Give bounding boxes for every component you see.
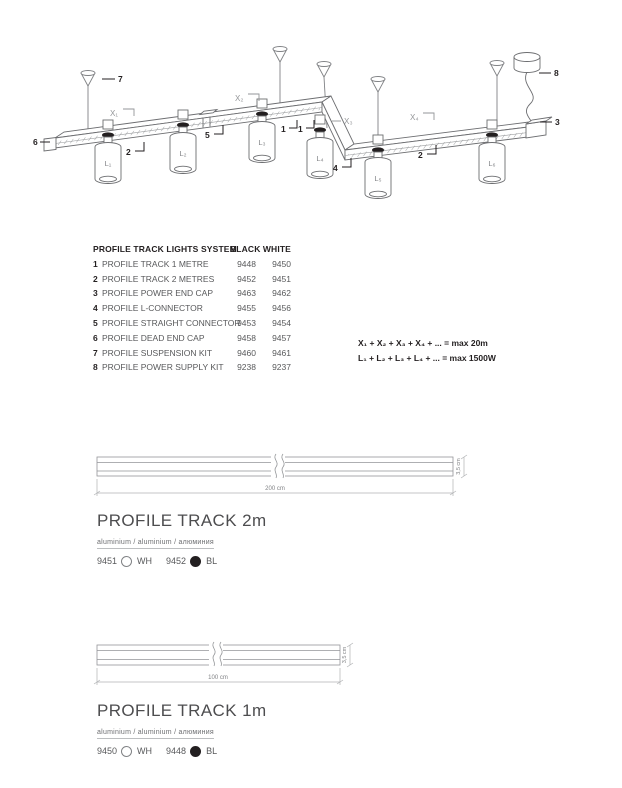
code-white: 9451 — [272, 273, 291, 284]
product-table — [93, 242, 293, 375]
suspension-kit-icon — [273, 47, 287, 109]
code-white: 9456 — [272, 303, 291, 314]
callout-6: 6 — [33, 137, 38, 147]
table-row — [93, 301, 293, 316]
track-2m-drawing — [0, 445, 622, 520]
segment-label: X₁ — [110, 109, 119, 118]
table-row — [93, 346, 293, 361]
product-name: PROFILE STRAIGHT CONNECTOR — [102, 317, 241, 328]
segment-label: X₃ — [344, 117, 353, 126]
code-black: 9455 — [237, 303, 256, 314]
column-header-black: BLACK — [230, 244, 261, 254]
section-title: PROFILE TRACK 2m — [97, 511, 267, 530]
lamp-label: L₅ — [374, 174, 382, 183]
row-number: 1 — [93, 258, 98, 269]
suspension-kit-icon — [490, 61, 504, 130]
materials-line: aluminium / aluminium / алюминия — [97, 729, 214, 739]
callout-1: 1 — [298, 124, 303, 134]
code-black: 9452 — [166, 556, 187, 567]
callout-1: 1 — [281, 124, 286, 134]
column-header-white: WHITE — [262, 244, 291, 254]
track-system-diagram — [0, 0, 622, 240]
segment-label: X₄ — [410, 113, 419, 122]
table-row — [93, 257, 293, 272]
lamp-label: L₂ — [179, 149, 187, 158]
length-dimension: 200 cm — [265, 486, 285, 492]
code-black: 9238 — [237, 362, 256, 373]
white-variant-label: WH — [137, 556, 153, 567]
callout-8: 8 — [554, 68, 559, 78]
product-name: PROFILE TRACK 2 METRES — [102, 273, 215, 284]
table-row — [93, 331, 293, 346]
code-black: 9452 — [237, 273, 256, 284]
code-white: 9450 — [272, 258, 291, 269]
code-row — [97, 746, 397, 757]
row-number: 5 — [93, 317, 98, 328]
callout-2: 2 — [418, 150, 423, 160]
table-row — [93, 360, 293, 375]
table-row — [93, 316, 293, 331]
height-dimension: 3,5 cm — [456, 458, 462, 475]
callout-7: 7 — [118, 74, 123, 84]
code-row — [97, 556, 397, 567]
row-number: 2 — [93, 273, 98, 284]
track-1m-section — [97, 702, 397, 757]
lamp-label: L₆ — [488, 159, 496, 168]
suspension-kit-icon — [81, 71, 95, 134]
section-title: PROFILE TRACK 1m — [97, 701, 267, 720]
code-black: 9463 — [237, 288, 256, 299]
product-name: PROFILE SUSPENSION KIT — [102, 347, 213, 358]
black-variant-label: BL — [206, 556, 218, 567]
black-swatch-icon — [190, 556, 201, 567]
track-1m-drawing — [0, 635, 622, 710]
code-white: 9237 — [272, 362, 291, 373]
white-swatch-icon — [121, 556, 132, 567]
code-white: 9451 — [97, 556, 118, 567]
white-swatch-icon — [121, 746, 132, 757]
callout-2: 2 — [126, 147, 131, 157]
product-name: PROFILE DEAD END CAP — [102, 332, 205, 343]
materials-line: aluminium / aluminium / алюминия — [97, 539, 214, 549]
length-dimension: 100 cm — [208, 675, 228, 681]
table-header — [93, 242, 293, 257]
code-black: 9460 — [237, 347, 256, 358]
code-white: 9461 — [272, 347, 291, 358]
callout-3: 3 — [555, 117, 560, 127]
row-number: 3 — [93, 288, 98, 299]
code-black: 9453 — [237, 317, 256, 328]
product-name: PROFILE L-CONNECTOR — [102, 303, 203, 314]
row-number: 7 — [93, 347, 98, 358]
code-black: 9448 — [166, 746, 187, 757]
row-number: 4 — [93, 303, 98, 314]
product-name: PROFILE TRACK 1 METRE — [102, 258, 209, 269]
code-white: 9462 — [272, 288, 291, 299]
black-variant-label: BL — [206, 746, 218, 757]
product-name: PROFILE POWER SUPPLY KIT — [102, 362, 224, 373]
black-swatch-icon — [190, 746, 201, 757]
row-number: 8 — [93, 362, 98, 373]
system-limits — [358, 336, 496, 365]
lamp-label: L₁ — [104, 159, 112, 168]
product-name: PROFILE POWER END CAP — [102, 288, 213, 299]
lamp-label: L₄ — [316, 154, 324, 163]
segment-label: X₂ — [235, 94, 244, 103]
white-variant-label: WH — [137, 746, 153, 757]
max-power-note: L₁ + L₂ + L₃ + L₄ + ... = max 1500W — [358, 352, 496, 363]
callout-4: 4 — [333, 163, 338, 173]
code-white: 9450 — [97, 746, 118, 757]
code-black: 9458 — [237, 332, 256, 343]
track-2m-section — [97, 512, 397, 567]
code-white: 9454 — [272, 317, 291, 328]
callout-5: 5 — [205, 130, 210, 140]
power-supply-kit-icon — [514, 53, 540, 122]
lamp-label: L₃ — [258, 138, 266, 147]
max-length-note: X₁ + X₂ + X₃ + X₄ + ... = max 20m — [358, 338, 488, 348]
row-number: 6 — [93, 332, 98, 343]
height-dimension: 3,5 cm — [342, 646, 348, 664]
code-black: 9448 — [237, 258, 256, 269]
code-white: 9457 — [272, 332, 291, 343]
table-title: PROFILE TRACK LIGHTS SYSTEM — [93, 244, 237, 254]
table-row — [93, 272, 293, 287]
table-row — [93, 286, 293, 301]
